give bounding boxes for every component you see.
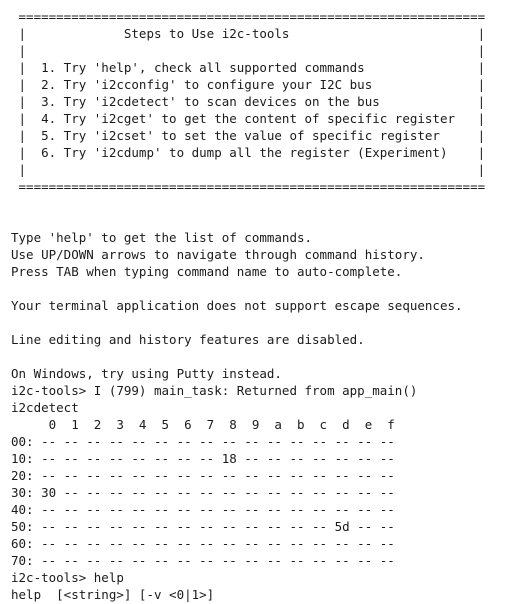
banner-line: | 1. Try 'help', check all supported commands | — [11, 60, 486, 75]
message-line: Use UP/DOWN arrows to navigate through command history. — [11, 247, 425, 262]
message-line: Press TAB when typing command name to auto-complete. — [11, 264, 403, 279]
command-line: i2cdetect — [11, 400, 79, 415]
prompt-line: i2c-tools> help — [11, 570, 124, 585]
i2c-table-row: 40: -- -- -- -- -- -- -- -- -- -- -- -- -- -- -- -- — [11, 502, 395, 517]
banner-line: | 2. Try 'i2cconfig' to configure your I2C bus | — [11, 77, 486, 92]
i2c-table-row: 00: -- -- -- -- -- -- -- -- -- -- -- -- -- -- -- -- — [11, 434, 395, 449]
banner-line: ============================================================== — [11, 9, 486, 24]
banner-line: ============================================================== — [11, 179, 486, 194]
prompt-line: i2c-tools> I (799) main_task: Returned from app_main() — [11, 383, 418, 398]
banner-line: | 5. Try 'i2cset' to set the value of specific register | — [11, 128, 486, 143]
i2c-table-row: 30: 30 -- -- -- -- -- -- -- -- -- -- -- -- -- -- -- — [11, 485, 395, 500]
banner-line: | 3. Try 'i2cdetect' to scan devices on the bus | — [11, 94, 486, 109]
message-line: Your terminal application does not support escape sequences. — [11, 298, 463, 313]
message-line: On Windows, try using Putty instead. — [11, 366, 282, 381]
message-line: Type 'help' to get the list of commands. — [11, 230, 313, 245]
banner-line: | | — [11, 162, 486, 177]
message-line: Line editing and history features are disabled. — [11, 332, 365, 347]
i2c-table-row: 20: -- -- -- -- -- -- -- -- -- -- -- -- -- -- -- -- — [11, 468, 395, 483]
i2c-table-row: 10: -- -- -- -- -- -- -- -- 18 -- -- -- -- -- -- -- — [11, 451, 395, 466]
help-output-line: help [<string>] [-v <0|1>] — [11, 587, 215, 602]
banner-line: | Steps to Use i2c-tools | — [11, 26, 486, 41]
banner-line: | 6. Try 'i2cdump' to dump all the register (Experiment) | — [11, 145, 486, 160]
banner-line: | 4. Try 'i2cget' to get the content of specific register | — [11, 111, 486, 126]
i2c-table-header: 0 1 2 3 4 5 6 7 8 9 a b c d e f — [11, 417, 395, 432]
i2c-table-row: 60: -- -- -- -- -- -- -- -- -- -- -- -- -- -- -- -- — [11, 536, 395, 551]
i2c-table-row: 50: -- -- -- -- -- -- -- -- -- -- -- -- -- 5d -- -- — [11, 519, 395, 534]
i2c-table-row: 70: -- -- -- -- -- -- -- -- -- -- -- -- -- -- -- -- — [11, 553, 395, 568]
banner-line: | | — [11, 43, 486, 58]
